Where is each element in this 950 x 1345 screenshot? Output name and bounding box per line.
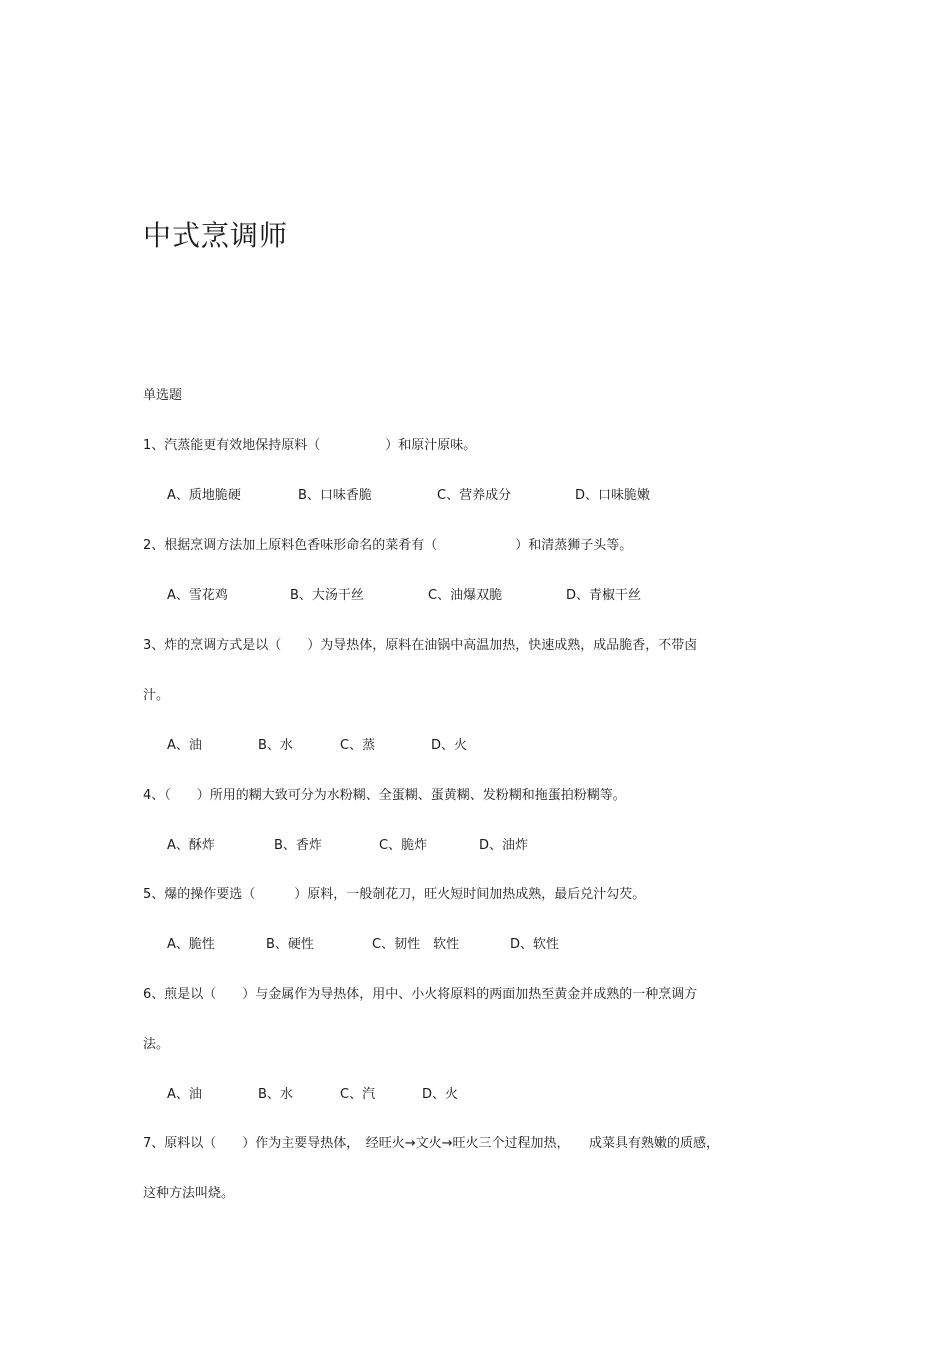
question-4-options [167, 834, 787, 854]
question-5-text: 5、爆的操作要选（ ）原料，一般剞花刀，旺火短时间加热成熟，最后兑汁勾芡。 [143, 887, 646, 902]
option-c: C、营养成分 [437, 488, 512, 503]
section-heading: 单选题 [143, 388, 183, 403]
option-c: C、脆炸 [379, 838, 428, 853]
question-3-text: 3、炸的烹调方式是以（ ）为导热体，原料在油锅中高温加热，快速成熟，成品脆香，不带卤 [143, 638, 698, 653]
option-c: C、油爆双脆 [428, 588, 503, 603]
question-1-text: 1、汽蒸能更有效地保持原料（ ）和原汁原味。 [143, 438, 477, 453]
option-b: B、大汤干丝 [290, 588, 364, 603]
question-3-options [167, 734, 787, 754]
question-7-text: 7、原料以（ ）作为主要导热体， 经旺火→文火→旺火三个过程加热， 成菜具有熟嫩的质感， [143, 1136, 720, 1151]
question-6-text-continued: 法。 [143, 1037, 170, 1052]
page-title: 中式烹调师 [143, 219, 289, 252]
option-a: A、脆性 [167, 937, 215, 952]
option-d: D、青椒干丝 [566, 588, 642, 603]
question-2-text: 2、根据烹调方法加上原料色香味形命名的菜肴有（ ）和清蒸狮子头等。 [143, 538, 633, 553]
option-b: B、水 [258, 738, 293, 753]
question-7-text-continued: 这种方法叫烧。 [143, 1186, 235, 1201]
option-d: D、油炸 [479, 838, 529, 853]
option-d: D、口味脆嫩 [575, 488, 651, 503]
option-a: A、油 [167, 738, 202, 753]
question-1-options [167, 484, 787, 504]
question-3-text-continued: 汁。 [143, 688, 170, 703]
option-d: D、火 [431, 738, 468, 753]
option-d: D、火 [422, 1087, 459, 1102]
option-b: B、香炸 [274, 838, 322, 853]
option-a: A、酥炸 [167, 838, 215, 853]
question-6-options [167, 1083, 787, 1103]
question-4-text: 4、（ ）所用的糊大致可分为水粉糊、全蛋糊、蛋黄糊、发粉糊和拖蛋拍粉糊等。 [143, 788, 626, 803]
question-2-options [167, 584, 787, 604]
option-b: B、口味香脆 [298, 488, 372, 503]
option-a: A、质地脆硬 [167, 488, 241, 503]
option-c: C、韧性 软性 [372, 937, 460, 952]
option-c: C、汽 [340, 1087, 376, 1102]
option-d: D、软性 [510, 937, 560, 952]
option-a: A、油 [167, 1087, 202, 1102]
option-b: B、硬性 [266, 937, 314, 952]
option-c: C、蒸 [340, 738, 376, 753]
option-b: B、水 [258, 1087, 293, 1102]
question-5-options [167, 933, 787, 953]
option-a: A、雪花鸡 [167, 588, 228, 603]
question-6-text: 6、煎是以（ ）与金属作为导热体，用中、小火将原料的两面加热至黄金并成熟的一种烹调方 [143, 987, 698, 1002]
